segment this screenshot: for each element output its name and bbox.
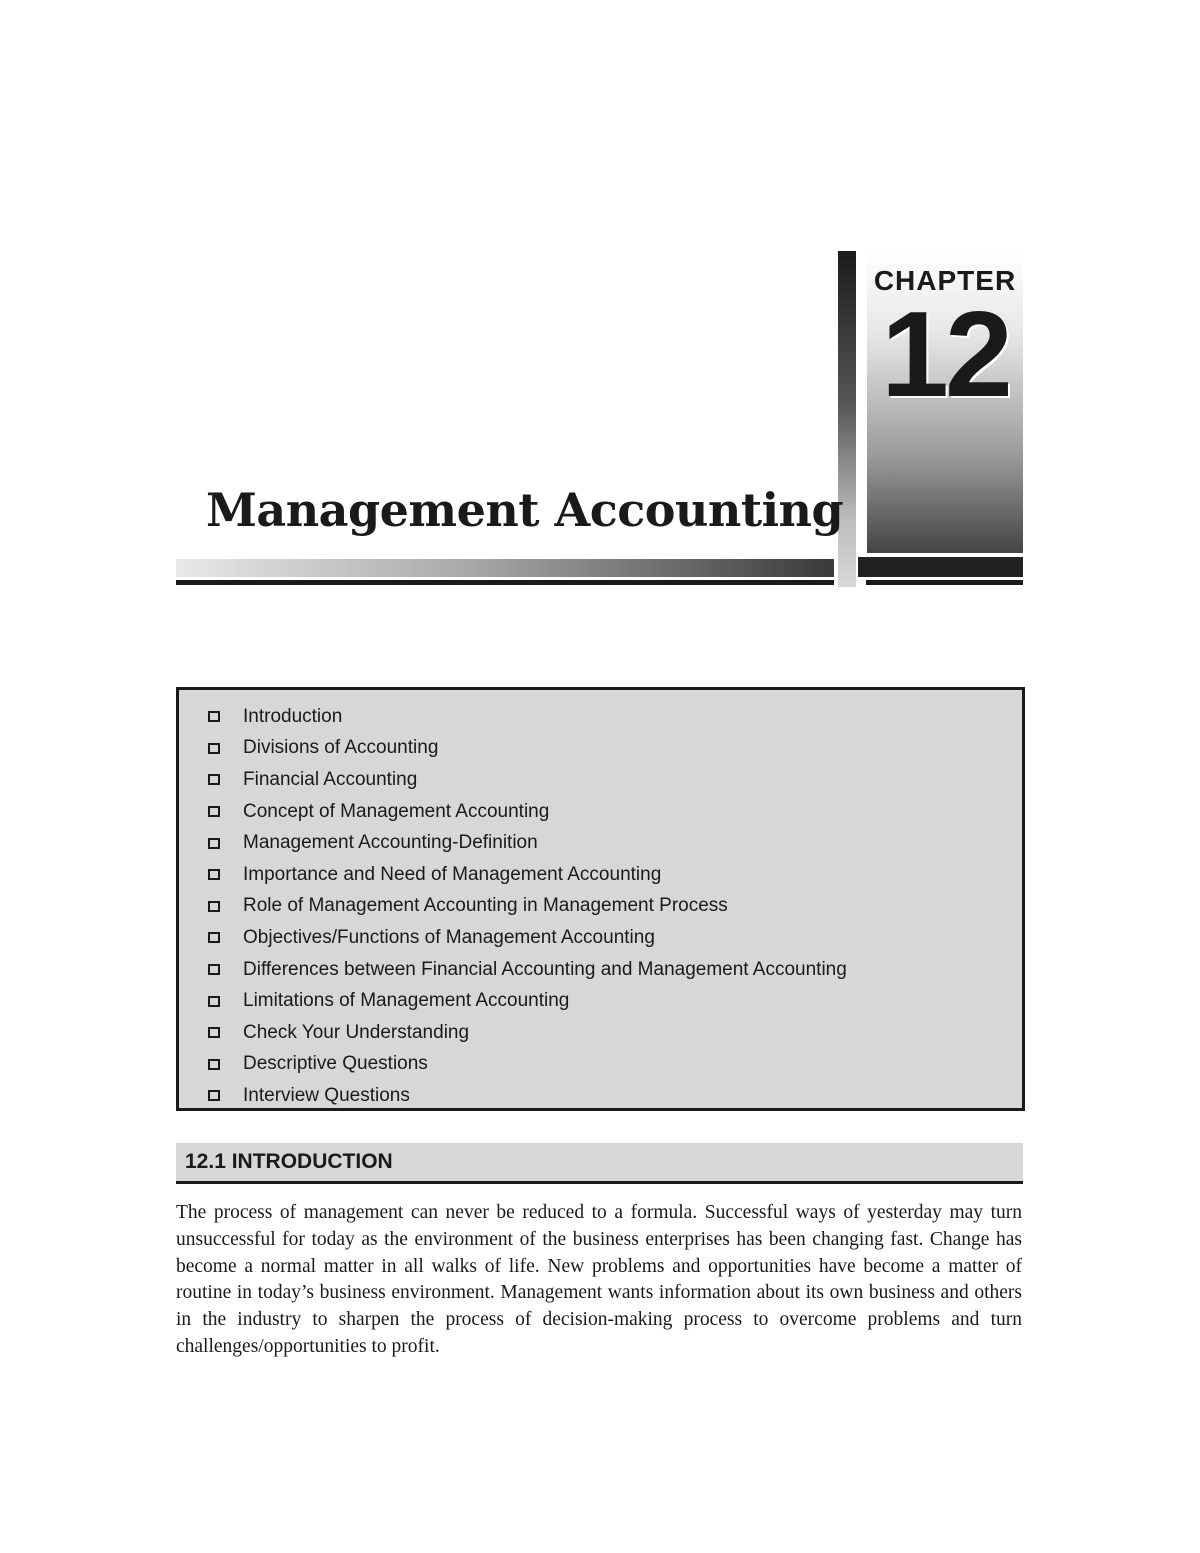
square-bullet-icon [208,838,220,849]
contents-item [208,859,847,891]
square-bullet-icon [208,711,220,722]
square-bullet-icon [208,932,220,943]
contents-item-label: Financial Accounting [243,768,418,790]
chapter-number: 12 [881,286,1009,422]
contents-item-label: Check Your Understanding [243,1021,470,1043]
contents-item-label: Divisions of Accounting [243,737,439,759]
square-bullet-icon [208,901,220,912]
contents-item [208,796,847,828]
square-bullet-icon [208,1027,220,1038]
title-rule-gradient [176,559,834,577]
contents-item [208,891,847,923]
contents-item-label: Introduction [243,705,343,727]
section-heading-bar [176,1143,1023,1184]
square-bullet-icon [208,1090,220,1101]
section-heading: 12.1 INTRODUCTION [185,1150,393,1173]
square-bullet-icon [208,774,220,785]
square-bullet-icon [208,743,220,754]
contents-item-label: Importance and Need of Management Accounting [243,863,662,885]
contents-item [208,985,847,1017]
chapter-box [867,251,1023,553]
contents-item-label: Management Accounting-Definition [243,832,538,854]
square-bullet-icon [208,964,220,975]
square-bullet-icon [208,1059,220,1070]
contents-item [208,1080,847,1112]
title-rule-thin [176,580,834,585]
contents-item-label: Role of Management Accounting in Management Process [243,895,728,917]
introduction-paragraph: The process of management can never be reduced to a formula. Successful ways of yesterday may turn unsuccessful for today as the environment of the business enterprises has been changing fast. Change has become a normal matter in all walks of life. New problems and opportunities have become a matter of routine in today’s business environment. Management wants information about its own business and others in the industry to sharpen the process of decision-making process to overcome problems and turn challenges/opportunities to profit. [176,1202,1022,1357]
chapter-rule-thick [858,557,1023,577]
contents-item [208,764,847,796]
contents-item [208,1017,847,1049]
contents-item [208,954,847,986]
chapter-title: Management Accounting [206,483,844,537]
contents-item [208,922,847,954]
chapter-contents-box [176,687,1025,1111]
contents-item [208,827,847,859]
square-bullet-icon [208,869,220,880]
contents-item-label: Descriptive Questions [243,1053,428,1075]
contents-item [208,1049,847,1081]
contents-item-label: Interview Questions [243,1084,410,1106]
contents-item [208,701,847,733]
chapter-contents-list [208,701,847,1112]
contents-item-label: Differences between Financial Accounting and Management Accounting [243,958,847,980]
square-bullet-icon [208,806,220,817]
chapter-label: CHAPTER [873,265,1017,296]
contents-item [208,733,847,765]
contents-item-label: Objectives/Functions of Management Accounting [243,926,655,948]
contents-item-label: Concept of Management Accounting [243,800,550,822]
chapter-rule-thin [866,580,1023,585]
contents-item-label: Limitations of Management Accounting [243,990,570,1012]
square-bullet-icon [208,996,220,1007]
